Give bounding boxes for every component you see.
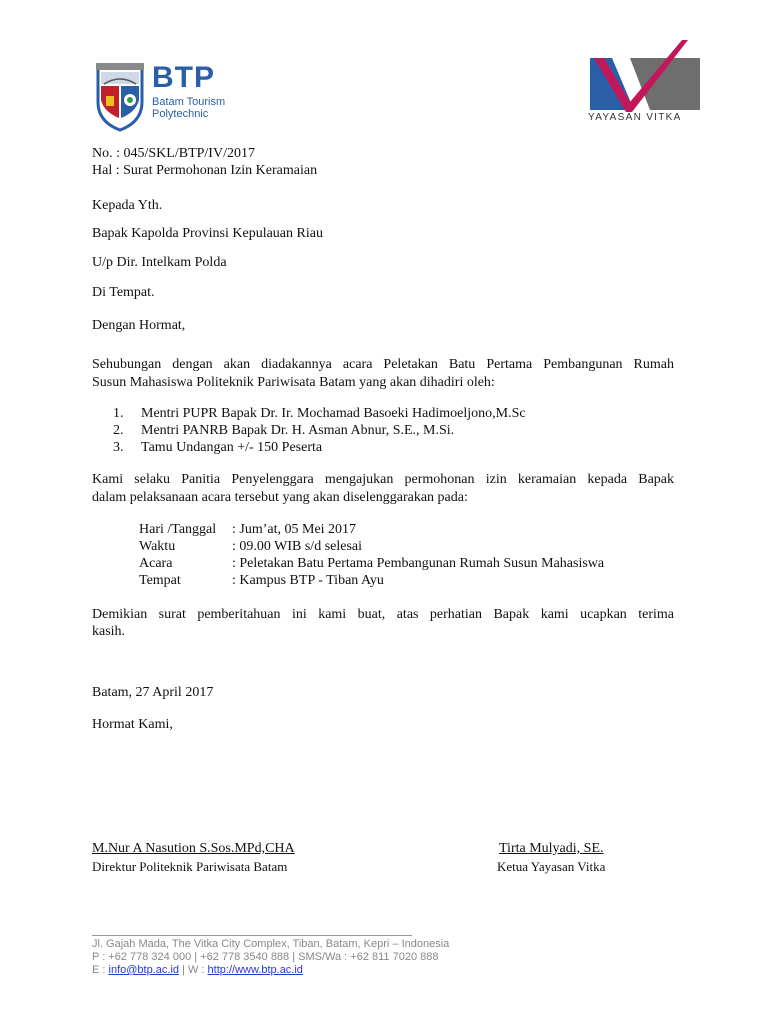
list-item-number: 2.	[113, 423, 124, 438]
intro-paragraph-line2: Susun Mahasiswa Politeknik Pariwisata Batam yang akan dihadiri oleh:	[92, 375, 495, 390]
recipient: Bapak Kapolda Provinsi Kepulauan Riau	[92, 226, 323, 241]
letter-subject: Hal : Surat Permohonan Izin Keramaian	[92, 163, 318, 178]
btp-logo	[92, 60, 252, 132]
place-line: Di Tempat.	[92, 285, 155, 300]
signatory-right-title: Ketua Yayasan Vitka	[497, 859, 606, 874]
footer-phone: P : +62 778 324 000 | +62 778 3540 888 | SMS/Wa : +62 811 7020 888	[92, 951, 439, 963]
vitka-logo	[585, 38, 700, 128]
event-label: Hari /Tanggal	[139, 522, 217, 537]
footer-web-prefix: | W :	[179, 964, 208, 976]
event-row-agenda	[139, 555, 604, 572]
list-item	[113, 422, 454, 439]
list-item-text: Mentri PUPR Bapak Dr. Ir. Mochamad Basoeki Hadimoeljono,M.Sc	[141, 406, 526, 421]
event-label: Tempat	[139, 573, 181, 588]
greeting: Dengan Hormat,	[92, 318, 186, 333]
addressee-prefix: Kepada Yth.	[92, 198, 163, 213]
event-value: : 09.00 WIB s/d selesai	[232, 539, 363, 554]
vitka-name: YAYASAN VITKA	[588, 112, 682, 123]
list-item	[113, 405, 526, 422]
letter-number: No. : 045/SKL/BTP/IV/2017	[92, 146, 255, 161]
vitka-v-icon	[590, 40, 700, 114]
event-row-time	[139, 538, 362, 555]
list-item-text: Mentri PANRB Bapak Dr. H. Asman Abnur, S.E., M.Si.	[141, 423, 455, 438]
footer-divider	[92, 935, 412, 936]
event-value: : Jum’at, 05 Mei 2017	[232, 522, 357, 537]
request-paragraph-line2: dalam pelaksanaan acara tersebut yang akan diselenggarakan pada:	[92, 490, 468, 505]
btp-shield-icon	[92, 60, 148, 132]
event-value: : Kampus BTP - Tiban Ayu	[232, 573, 384, 588]
list-item-text: Tamu Undangan +/- 150 Peserta	[141, 440, 323, 455]
event-label: Acara	[139, 556, 173, 571]
signatory-left-name: M.Nur A Nasution S.Sos.MPd,CHA	[92, 841, 295, 856]
list-item	[113, 439, 322, 456]
event-row-date	[139, 521, 356, 538]
footer-email-prefix: E :	[92, 964, 109, 976]
attention-line: U/p Dir. Intelkam Polda	[92, 255, 227, 270]
closing-paragraph-line1: Demikian surat pemberitahuan ini kami buat, atas perhatian Bapak kami ucapkan terima	[92, 607, 674, 622]
signatory-left-title: Direktur Politeknik Pariwisata Batam	[92, 859, 288, 874]
footer-address: Jl. Gajah Mada, The Vitka City Complex, Tiban, Batam, Kepri – Indonesia	[92, 938, 450, 950]
btp-wordmark: BTP	[152, 61, 215, 94]
btp-subtitle-line1: Batam Tourism	[152, 96, 226, 108]
website-link[interactable]: http://www.btp.ac.id	[207, 964, 303, 976]
intro-paragraph-line1: Sehubungan dengan akan diadakannya acara Peletakan Batu Pertama Pembangunan Rumah	[92, 357, 674, 372]
signatory-right-name: Tirta Mulyadi, SE.	[499, 841, 604, 856]
footer-contact	[92, 964, 303, 977]
email-link[interactable]: info@btp.ac.id	[108, 964, 180, 976]
letter-date: Batam, 27 April 2017	[92, 685, 214, 700]
event-label: Waktu	[139, 539, 176, 554]
regards: Hormat Kami,	[92, 717, 173, 732]
list-item-number: 1.	[113, 406, 124, 421]
list-item-number: 3.	[113, 440, 124, 455]
btp-subtitle-line2: Polytechnic	[152, 108, 209, 120]
event-row-venue	[139, 572, 384, 589]
closing-paragraph-line2: kasih.	[92, 624, 126, 639]
event-value: : Peletakan Batu Pertama Pembangunan Rumah Susun Mahasiswa	[232, 556, 605, 571]
request-paragraph-line1: Kami selaku Panitia Penyelenggara mengajukan permohonan izin keramaian kepada Bapak	[92, 472, 674, 487]
